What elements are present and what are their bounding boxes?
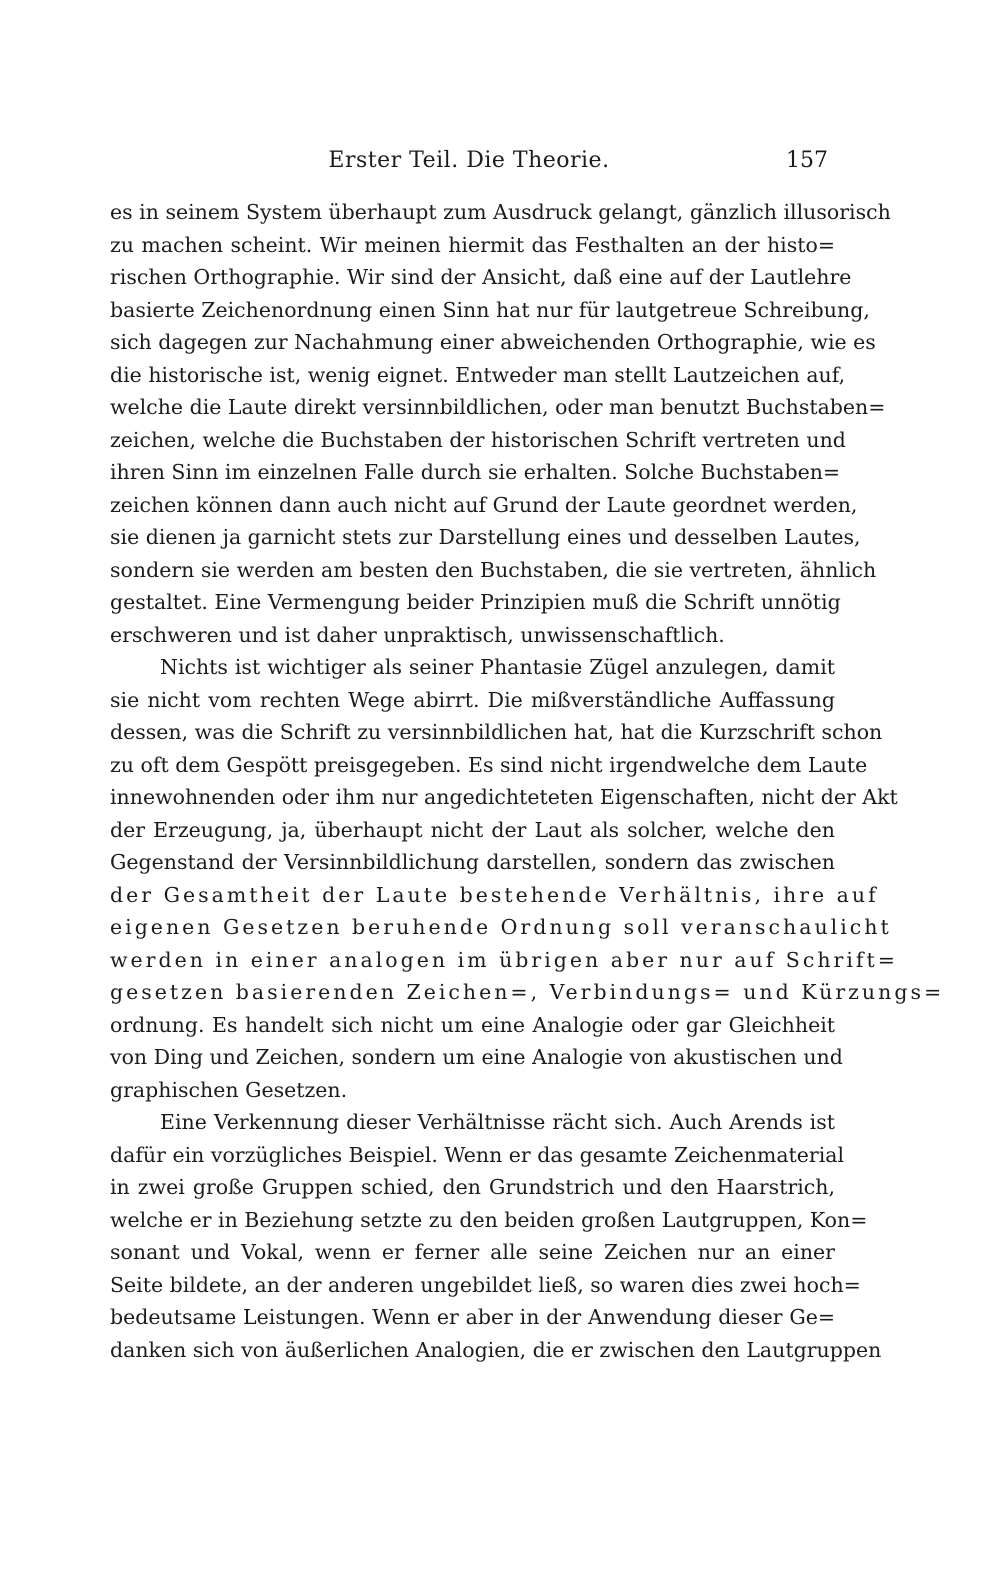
text-line: dafür ein vorzügliches Beispiel. Wenn er das gesamte Zeichenmaterial (110, 1142, 845, 1167)
text-line: eigenen Gesetzen beruhende Ordnung soll veranschaulicht (110, 915, 892, 939)
running-header (110, 148, 828, 182)
text-line: sie nicht vom rechten Wege abirrt. Die mißverständliche Auffassung (110, 687, 835, 712)
text-line: ihren Sinn im einzelnen Falle durch sie erhalten. Solche Buchstaben= (110, 460, 841, 484)
text-line: es in seinem System überhaupt zum Ausdruck gelangt, gänzlich illusorisch (110, 200, 891, 224)
text-line: welche er in Beziehung setzte zu den beiden großen Lautgruppen, Kon= (110, 1207, 868, 1232)
page-number: 157 (786, 148, 828, 173)
text-line: rischen Orthographie. Wir sind der Ansicht, daß eine auf der Lautlehre (110, 265, 852, 289)
text-line: Nichts ist wichtiger als seiner Phantasie Zügel anzulegen, damit (160, 655, 835, 679)
text-line: der Erzeugung, ja, überhaupt nicht der Laut als solcher, welche den (110, 817, 835, 842)
text-line: basierte Zeichenordnung einen Sinn hat nur für lautgetreue Schreibung, (110, 297, 870, 322)
text-line: die historische ist, wenig eignet. Entweder man stellt Lautzeichen auf, (110, 362, 846, 387)
text-line: zeichen können dann auch nicht auf Grund der Laute geordnet werden, (110, 492, 858, 517)
text-line: sonant und Vokal, wenn er ferner alle seine Zeichen nur an einer (110, 1240, 835, 1264)
text-line: werden in einer analogen im übrigen aber nur auf Schrift= (110, 947, 898, 972)
text-line: der Gesamtheit der Laute bestehende Verhältnis, ihre auf (110, 882, 879, 907)
paragraph-2 (110, 651, 945, 1106)
text-line: graphischen Gesetzen. (110, 1077, 348, 1102)
text-line: sich dagegen zur Nachahmung einer abweichenden Orthographie, wie es (110, 330, 876, 354)
text-line: Eine Verkennung dieser Verhältnisse rächt sich. Auch Arends ist (160, 1110, 835, 1134)
text-line: zeichen, welche die Buchstaben der historischen Schrift vertreten und (110, 427, 846, 452)
text-line: sie dienen ja garnicht stets zur Darstellung eines und desselben Lautes, (110, 525, 861, 549)
text-line: innewohnenden oder ihm nur angedichteteten Eigenschaften, nicht der Akt (110, 785, 898, 809)
running-title: Erster Teil. Die Theorie. (328, 148, 610, 173)
text-line: zu oft dem Gespött preisgegeben. Es sind nicht irgendwelche dem Laute (110, 752, 868, 777)
text-line: erschweren und ist daher unpraktisch, unwissenschaftlich. (110, 622, 725, 647)
text-line: Seite bildete, an der anderen ungebildet ließ, so waren dies zwei hoch= (110, 1272, 861, 1297)
text-line: Gegenstand der Versinnbildlichung darstellen, sondern das zwischen (110, 850, 835, 874)
text-line: in zwei große Gruppen schied, den Grundstrich und den Haarstrich, (110, 1175, 835, 1199)
text-line: welche die Laute direkt versinnbildlichen, oder man benutzt Buchstaben= (110, 395, 886, 419)
text-line: sondern sie werden am besten den Buchstaben, die sie vertreten, ähnlich (110, 557, 877, 582)
text-line: gestaltet. Eine Vermengung beider Prinzipien muß die Schrift unnötig (110, 590, 841, 614)
text-line: ordnung. Es handelt sich nicht um eine Analogie oder gar Gleichheit (110, 1012, 835, 1037)
text-line: bedeutsame Leistungen. Wenn er aber in der Anwendung dieser Ge= (110, 1305, 835, 1329)
text-line: gesetzen basierenden Zeichen=, Verbindungs= und Kürzungs= (110, 980, 945, 1004)
text-line: zu machen scheint. Wir meinen hiermit das Festhalten an der histo= (110, 232, 835, 257)
paragraph-3 (110, 1106, 882, 1366)
text-line: danken sich von äußerlichen Analogien, die er zwischen den Lautgruppen (110, 1337, 882, 1362)
body-text (110, 196, 945, 1366)
paragraph-1 (110, 196, 891, 651)
text-line: dessen, was die Schrift zu versinnbildlichen hat, hat die Kurzschrift schon (110, 720, 883, 744)
text-line: von Ding und Zeichen, sondern um eine Analogie von akustischen und (110, 1045, 843, 1069)
